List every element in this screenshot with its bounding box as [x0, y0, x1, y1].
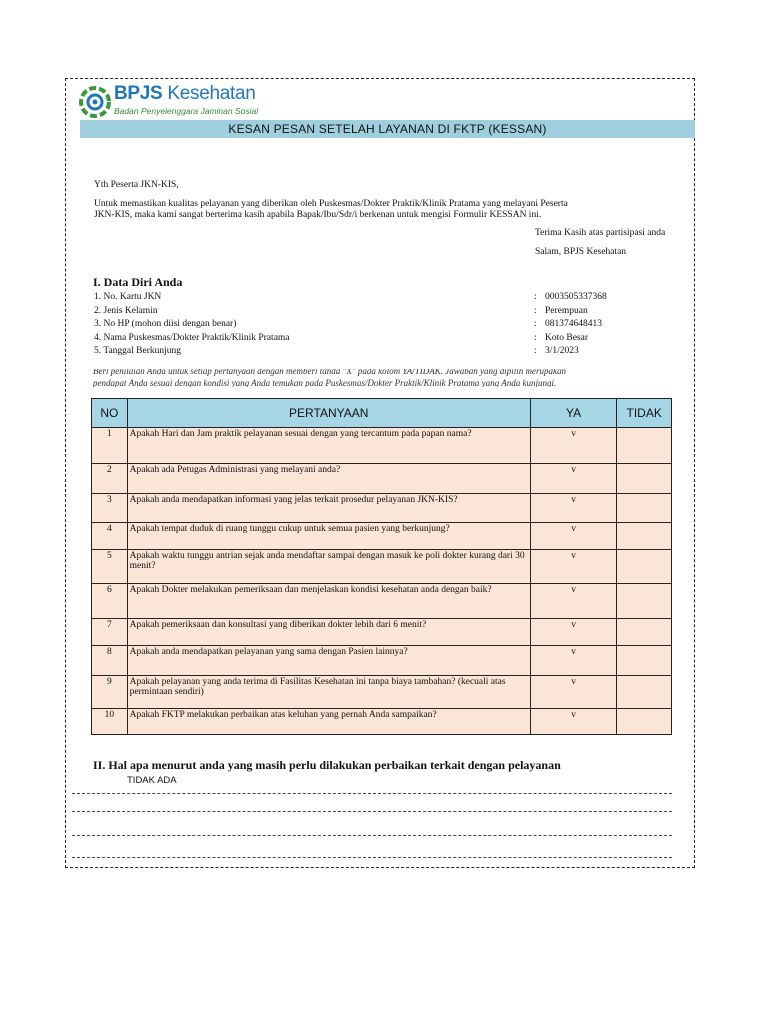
- row-question: Apakah tempat duduk di ruang tunggu cukup untuk semua pasien yang berkunjung?: [127, 523, 530, 550]
- tidak-checkbox-cell[interactable]: [617, 523, 672, 550]
- ya-checkbox-cell[interactable]: v: [530, 584, 617, 619]
- tidak-checkbox-cell[interactable]: [617, 550, 672, 584]
- answer-line: [72, 857, 672, 858]
- ya-checkbox-cell[interactable]: v: [530, 523, 617, 550]
- intro-line-1: Untuk memastikan kualitas pelayanan yang diberikan oleh Puskesmas/Dokter Praktik/Klinik Pratama yang melayani Peserta: [94, 199, 568, 209]
- row-question: Apakah FKTP melakukan perbaikan atas keluhan yang pernah Anda sampaikan?: [127, 709, 530, 735]
- tidak-checkbox-cell[interactable]: [617, 584, 672, 619]
- brand-name: BPJS Kesehatan: [114, 83, 256, 104]
- answer-line: [72, 835, 672, 836]
- row-number: 6: [92, 584, 128, 619]
- ya-checkbox-cell[interactable]: v: [530, 464, 617, 494]
- table-row: [92, 676, 672, 709]
- header-ya: YA: [530, 399, 617, 428]
- row-number: 10: [92, 709, 128, 735]
- improvement-answer[interactable]: TIDAK ADA: [127, 775, 177, 786]
- table-row: [92, 523, 672, 550]
- row-number: 8: [92, 646, 128, 676]
- closing-text: Salam, BPJS Kesehatan: [535, 247, 627, 257]
- field-label: 2. Jenis Kelamin: [94, 306, 158, 316]
- table-row: [92, 550, 672, 584]
- table-row: [92, 494, 672, 523]
- table-row: [92, 619, 672, 646]
- bpjs-logo-icon: [78, 84, 112, 120]
- ya-checkbox-cell[interactable]: v: [530, 709, 617, 735]
- tidak-checkbox-cell[interactable]: [617, 676, 672, 709]
- row-number: 7: [92, 619, 128, 646]
- row-question: Apakah anda mendapatkan informasi yang jelas terkait prosedur pelayanan JKN-KIS?: [127, 494, 530, 523]
- tidak-checkbox-cell[interactable]: [617, 709, 672, 735]
- row-number: 3: [92, 494, 128, 523]
- table-row: [92, 428, 672, 464]
- field-value-phone[interactable]: 081374648413: [545, 319, 602, 329]
- table-row: [92, 464, 672, 494]
- instruction-line-2: pendapat Anda sesuai dengan kondisi yang Anda temukan pada Puskesmas/Dokter Praktik/Klinik Pratama yang Anda kunjungi.: [93, 378, 557, 387]
- field-value-gender[interactable]: Perempuan: [545, 306, 588, 316]
- intro-line-2: JKN-KIS, maka kami sangat berterima kasih apabila Bapak/Ibu/Sdr/i berkenan untuk mengisi Formulir KESSAN ini.: [94, 210, 542, 220]
- answer-line: [72, 793, 672, 794]
- field-separator: :: [534, 306, 537, 316]
- field-label: 5. Tanggal Berkunjung: [94, 346, 182, 356]
- field-label: 1. No. Kartu JKN: [94, 292, 162, 302]
- header-tidak: TIDAK: [617, 399, 672, 428]
- form-title-bar: [80, 120, 695, 138]
- row-question: Apakah Dokter melakukan pemeriksaan dan menjelaskan kondisi kesehatan anda dengan baik?: [127, 584, 530, 619]
- instruction-line-1: Beri penilaian Anda untuk setiap pertanyaan dengan memberi tanda "X" pada kolom YA/TIDAK. Jawaban yang dipilih merupakan: [93, 369, 566, 376]
- tidak-checkbox-cell[interactable]: [617, 428, 672, 464]
- section-2-heading: II. Hal apa menurut anda yang masih perlu dilakukan perbaikan terkait dengan pelayanan: [93, 758, 561, 772]
- row-number: 2: [92, 464, 128, 494]
- section-1-heading: I. Data Diri Anda: [93, 275, 183, 289]
- thanks-text: Terima Kasih atas partisipasi anda: [535, 228, 666, 238]
- brand-subtitle: Badan Penyelenggara Jaminan Sosial: [114, 106, 259, 116]
- field-separator: :: [534, 319, 537, 329]
- ya-checkbox-cell[interactable]: v: [530, 494, 617, 523]
- row-question: Apakah waktu tunggu antrian sejak anda mendaftar sampai dengan masuk ke poli dokter kurang dari 30 menit?: [127, 550, 530, 584]
- field-value-visit-date[interactable]: 3/1/2023: [545, 346, 579, 356]
- row-question: Apakah pemeriksaan dan konsultasi yang diberikan dokter lebih dari 6 menit?: [127, 619, 530, 646]
- header-question: PERTANYAAN: [127, 399, 530, 428]
- field-value-card-number[interactable]: 0003505337368: [545, 292, 607, 302]
- table-row: [92, 646, 672, 676]
- table-row: [92, 709, 672, 735]
- form-title: KESAN PESAN SETELAH LAYANAN DI FKTP (KESSAN): [228, 122, 547, 136]
- table-row: [92, 584, 672, 619]
- ya-checkbox-cell[interactable]: v: [530, 676, 617, 709]
- instruction-note: [93, 369, 683, 387]
- field-separator: :: [534, 346, 537, 356]
- ya-checkbox-cell[interactable]: v: [530, 550, 617, 584]
- row-number: 9: [92, 676, 128, 709]
- ya-checkbox-cell[interactable]: v: [530, 619, 617, 646]
- row-question: Apakah ada Petugas Administrasi yang melayani anda?: [127, 464, 530, 494]
- field-separator: :: [534, 292, 537, 302]
- field-value-facility[interactable]: Koto Besar: [545, 333, 589, 343]
- answer-line: [72, 811, 672, 812]
- row-question: Apakah anda mendapatkan pelayanan yang sama dengan Pasien lainnya?: [127, 646, 530, 676]
- ya-checkbox-cell[interactable]: v: [530, 428, 617, 464]
- row-question: Apakah pelayanan yang anda terima di Fasilitas Kesehatan ini tanpa biaya tambahan? (kecuali atas permintaan sendiri): [127, 676, 530, 709]
- field-label: 4. Nama Puskesmas/Dokter Praktik/Klinik Pratama: [94, 333, 290, 343]
- row-number: 4: [92, 523, 128, 550]
- header-no: NO: [92, 399, 128, 428]
- table-header-row: [92, 399, 672, 428]
- row-number: 5: [92, 550, 128, 584]
- questionnaire-table: [91, 398, 672, 735]
- row-number: 1: [92, 428, 128, 464]
- field-label: 3. No HP (mohon diisi dengan benar): [94, 319, 237, 329]
- tidak-checkbox-cell[interactable]: [617, 464, 672, 494]
- ya-checkbox-cell[interactable]: v: [530, 646, 617, 676]
- field-separator: :: [534, 333, 537, 343]
- tidak-checkbox-cell[interactable]: [617, 646, 672, 676]
- tidak-checkbox-cell[interactable]: [617, 619, 672, 646]
- greeting: Yth Peserta JKN-KIS,: [94, 180, 179, 190]
- tidak-checkbox-cell[interactable]: [617, 494, 672, 523]
- row-question: Apakah Hari dan Jam praktik pelayanan sesuai dengan yang tercantum pada papan nama?: [127, 428, 530, 464]
